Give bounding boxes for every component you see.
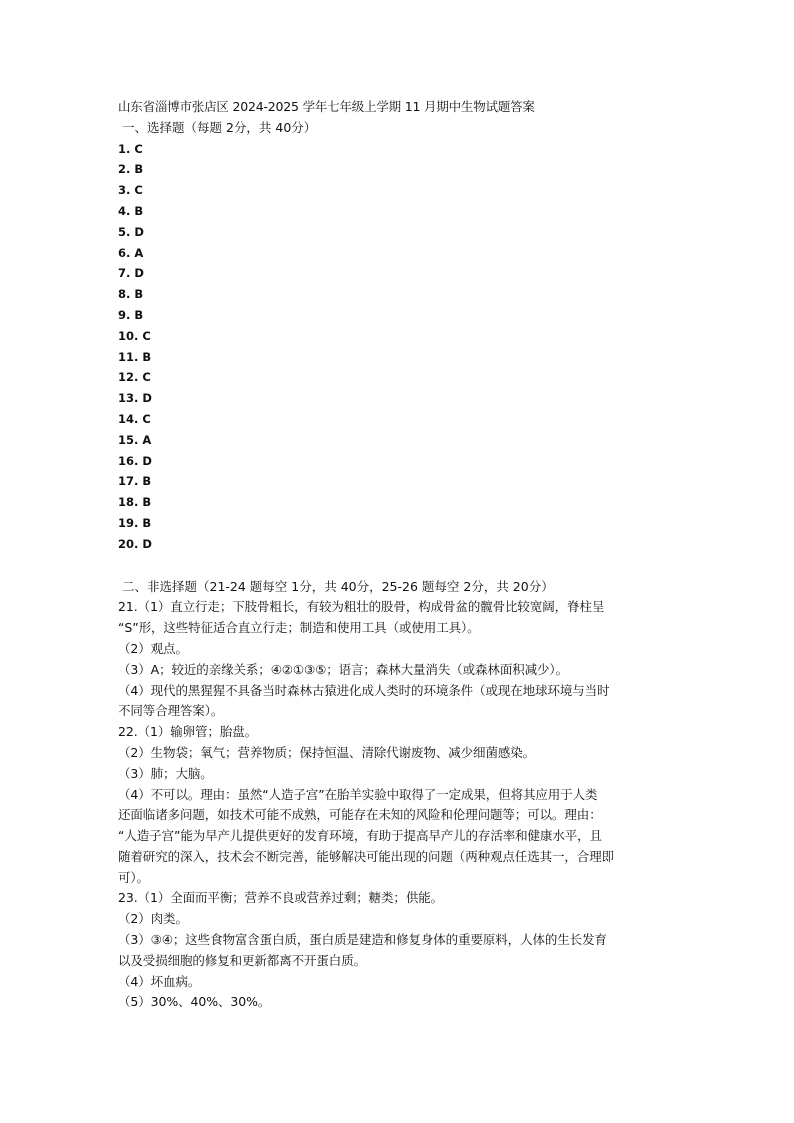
answer-line: 还面临诸多问题，如技术可能不成熟，可能存在未知的风险和伦理问题等；可以。理由： [118, 807, 602, 823]
nonchoice-answer-block [118, 597, 688, 1013]
choice-answer-item: 3. C [118, 183, 143, 198]
answer-line: （3）A；较近的亲缘关系；④②①③⑤；语言；森林大量消失（或森林面积减少）。 [118, 661, 568, 677]
choice-answer-item: 14. C [118, 411, 151, 426]
answer-line: （5）30%、40%、30%。 [118, 994, 271, 1010]
document-title: 山东省淄博市张店区 2024-2025 学年七年级上学期 11 月期中生物试题答案 [118, 99, 535, 114]
answer-line: 可）。 [118, 869, 149, 885]
choice-answer-item: 19. B [118, 515, 152, 530]
choice-answer-list [118, 139, 688, 555]
answer-line: （2）生物袋；氧气；营养物质；保持恒温、清除代谢废物、减少细菌感染。 [118, 744, 536, 760]
choice-answer-item: 5. D [118, 224, 144, 239]
answer-line: 23.（1）全面而平衡；营养不良或营养过剩；糖类；供能。 [118, 890, 444, 906]
answer-line: “S”形，这些特征适合直立行走；制造和使用工具（或使用工具）。 [118, 620, 480, 636]
choice-answer-item: 13. D [118, 391, 152, 406]
choice-answer-item: 4. B [118, 203, 144, 218]
answer-line: 以及受损细胞的修复和更新都离不开蛋白质。 [118, 952, 367, 968]
choice-answer-item: 1. C [118, 141, 143, 156]
choice-answer-item: 2. B [118, 162, 144, 177]
choice-answer-item: 11. B [118, 349, 152, 364]
answer-line: “人造子宫”能为早产儿提供更好的发育环境，有助于提高早产儿的存活率和健康水平，且 [118, 828, 602, 844]
answer-document [118, 97, 688, 1013]
answer-line: （4）现代的黑猩猩不具备当时森林古猿进化成人类时的环境条件（或现在地球环境与当时 [118, 682, 610, 698]
answer-line: （3）肺；大脑。 [118, 765, 213, 781]
answer-line: （2）观点。 [118, 640, 188, 656]
choice-answer-item: 7. D [118, 266, 144, 281]
answer-line: （4）不可以。理由：虽然“人造子宫”在胎羊实验中取得了一定成果，但将其应用于人类 [118, 786, 598, 802]
choice-answer-item: 17. B [118, 474, 152, 489]
answer-line: 不同等合理答案）。 [118, 703, 224, 719]
choice-answer-item: 20. D [118, 536, 152, 551]
answer-line: （3）③④；这些食物富含蛋白质，蛋白质是建造和修复身体的重要原料，人体的生长发育 [118, 932, 607, 948]
choice-answer-item: 16. D [118, 453, 152, 468]
section-choice-heading: 一、选择题（每题 2分，共 40分） [122, 119, 317, 135]
choice-answer-item: 15. A [118, 432, 152, 447]
answer-line: （2）肉类。 [118, 911, 188, 927]
section-nonchoice-heading: 二、非选择题（21-24 题每空 1分，共 40分，25-26 题每空 2分，共 20分） [122, 578, 554, 594]
answer-line: 21.（1）直立行走；下肢骨粗长，有较为粗壮的股骨，构成骨盆的髋骨比较宽阔，脊柱呈 [118, 599, 605, 615]
choice-answer-item: 9. B [118, 307, 144, 322]
choice-answer-item: 12. C [118, 370, 151, 385]
answer-line: （4）坏血病。 [118, 973, 201, 989]
choice-answer-item: 6. A [118, 245, 144, 260]
choice-answer-item: 18. B [118, 495, 152, 510]
answer-line: 随着研究的深入，技术会不断完善，能够解决可能出现的问题（两种观点任选其一，合理即 [118, 848, 615, 864]
choice-answer-item: 10. C [118, 328, 151, 343]
choice-answer-item: 8. B [118, 287, 144, 302]
answer-line: 22.（1）输卵管；胎盘。 [118, 724, 258, 740]
spacer [118, 555, 688, 577]
